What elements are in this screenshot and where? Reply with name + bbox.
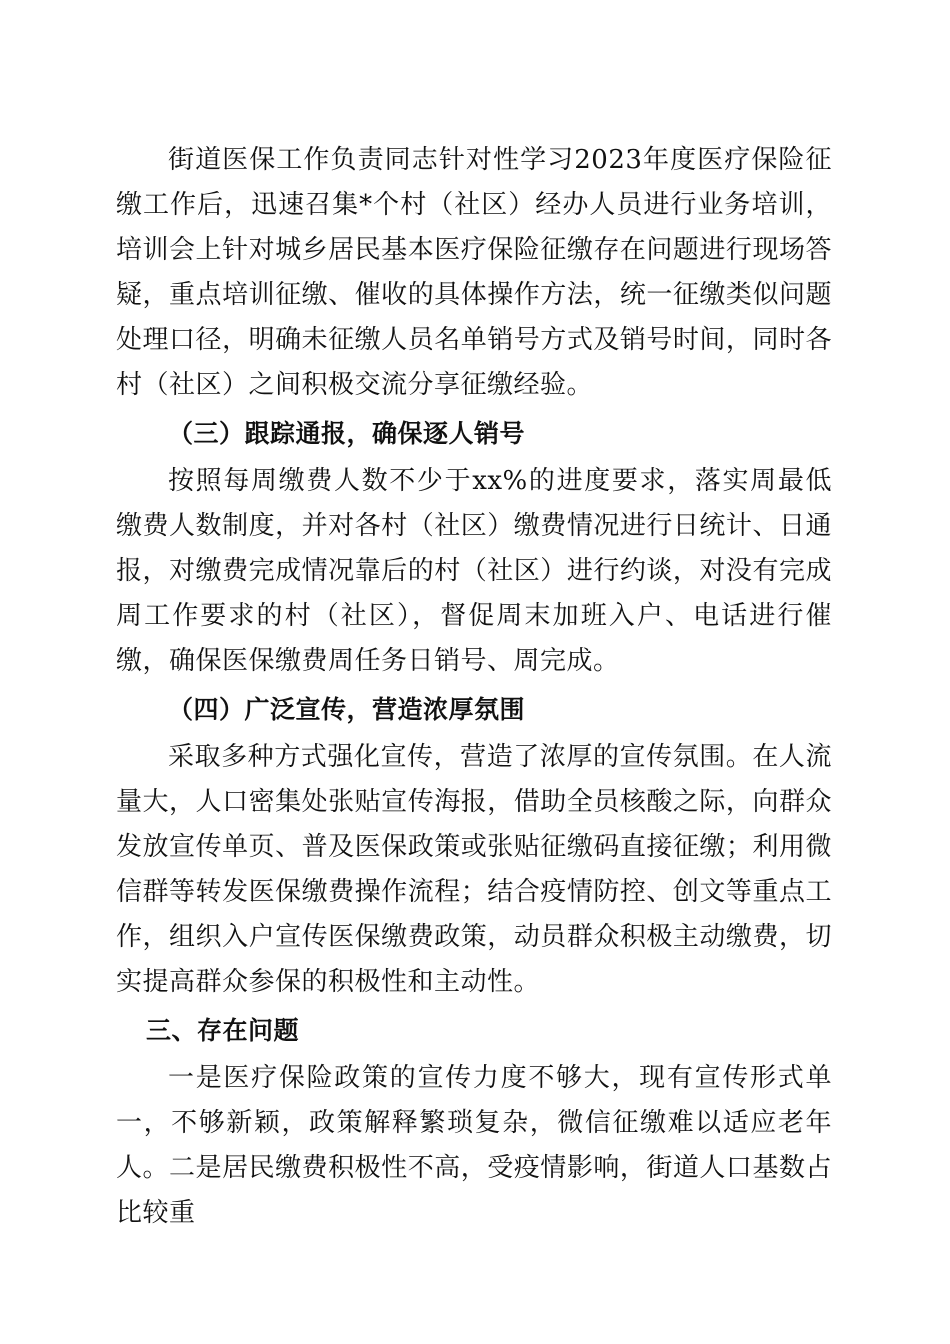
- paragraph-problems: 一是医疗保险政策的宣传力度不够大，现有宣传形式单一，不够新颖，政策解释繁琐复杂，微信征缴难以适应老年人。二是居民缴费积极性不高，受疫情影响，街道人口基数占比较重: [116, 1063, 832, 1228]
- paragraph-weekly-progress: 按照每周缴费人数不少于xx%的进度要求，落实周最低缴费人数制度，并对各村（社区）缴费情况进行日统计、日通报，对缴费完成情况靠后的村（社区）进行约谈，对没有完成周工作要求的村（社区），督促周末加班入户、电话进行催缴，确保医保缴费周任务日销号、周完成。: [116, 466, 832, 676]
- document-body: [116, 138, 832, 1236]
- paragraph-publicity-methods: 采取多种方式强化宣传，营造了浓厚的宣传氛围。在人流量大，人口密集处张贴宣传海报，借助全员核酸之际，向群众发放宣传单页、普及医保政策或张贴征缴码直接征缴；利用微信群等转发医保缴费操作流程；结合疫情防控、创文等重点工作，组织入户宣传医保缴费政策，动员群众积极主动缴费，切实提高群众参保的积极性和主动性。: [116, 742, 832, 997]
- paragraph-training: 街道医保工作负责同志针对性学习2023年度医疗保险征缴工作后，迅速召集*个村（社区）经办人员进行业务培训，培训会上针对城乡居民基本医疗保险征缴存在问题进行现场答疑，重点培训征缴、催收的具体操作方法，统一征缴类似问题处理口径，明确未征缴人员名单销号方式及销号时间，同时各村（社区）之间积极交流分享征缴经验。: [116, 145, 832, 400]
- heading-publicity: （四）广泛宣传，营造浓厚氛围: [168, 695, 526, 724]
- section-heading-problems: 三、存在问题: [146, 1016, 300, 1045]
- heading-tracking-notice: （三）跟踪通报，确保逐人销号: [168, 419, 526, 448]
